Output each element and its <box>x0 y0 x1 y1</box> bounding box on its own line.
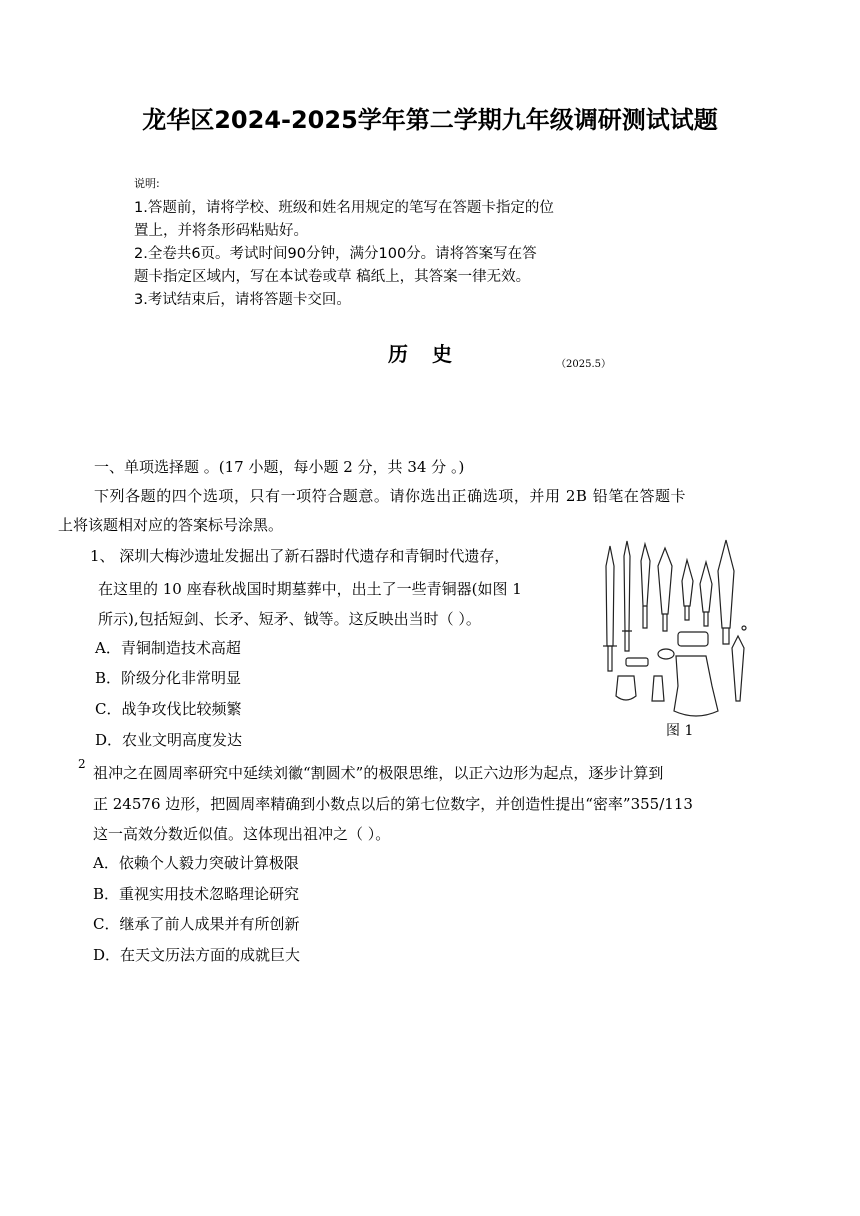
bronze-ornament-icon <box>678 632 708 646</box>
question-1-stem: 所示),包括短剑、长矛、短矛、钺等。这反映出当时（ ）。 <box>98 610 481 628</box>
question-1-stem: 在这里的 10 座春秋战国时期墓葬中，出土了一些青铜器(如图 1 <box>98 580 522 598</box>
bronze-spear-icon <box>700 562 712 612</box>
bronze-sword-icon <box>606 546 614 646</box>
instruction-line: 1.答题前，请将学校、班级和姓名用规定的笔写在答题卡指定的位 <box>134 200 554 216</box>
question-2-option-d: D．在天文历法方面的成就巨大 <box>93 946 301 964</box>
question-2-number: 2 <box>78 757 86 771</box>
bronze-axe-icon <box>616 676 636 700</box>
bronze-artifacts-figure <box>596 536 766 736</box>
exam-title: 龙华区2024-2025学年第二学期九年级调研测试试题 <box>142 106 718 134</box>
instruction-line: 3.考试结束后，请将答题卡交回。 <box>134 292 351 308</box>
question-1-stem: 1、 深圳大梅沙遗址发掘出了新石器时代遗存和青铜时代遗存， <box>90 547 510 565</box>
bronze-spear-icon <box>658 548 672 614</box>
instruction-line: 2.全卷共6页。考试时间90分钟，满分100分。请将答案写在答 <box>134 246 537 262</box>
instruction-line: 题卡指定区域内，写在本试卷或草 稿纸上，其答案一律无效。 <box>134 269 531 285</box>
subject-title: 历史 <box>388 342 476 366</box>
question-1-option-d: D．农业文明高度发达 <box>95 731 243 749</box>
instruction-line: 置上，并将条形码粘贴好。 <box>134 223 308 239</box>
question-2-stem: 这一高效分数近似值。这体现出祖冲之（ ）。 <box>93 825 391 843</box>
instructions-label: 说明: <box>134 177 160 190</box>
bronze-spear-icon <box>718 540 734 628</box>
section-instruction: 上将该题相对应的答案标号涂黑。 <box>58 516 284 534</box>
question-1-option-a: A．青铜制造技术高超 <box>95 639 241 657</box>
section-heading: 一、单项选择题 。(17 小题，每小题 2 分，共 34 分 。) <box>94 458 465 476</box>
question-2-option-a: A．依赖个人毅力突破计算极限 <box>93 854 299 872</box>
question-2-option-b: B．重视实用技术忽略理论研究 <box>93 885 300 903</box>
bronze-axe-icon <box>652 676 664 701</box>
bronze-spear-icon <box>682 560 693 606</box>
bronze-spear-icon <box>732 636 744 701</box>
bronze-axe-icon <box>674 656 718 716</box>
bronze-spear-icon <box>641 544 650 606</box>
instructions-block <box>134 175 554 312</box>
question-2-option-c: C．继承了前人成果并有所创新 <box>93 915 300 933</box>
question-1-option-b: B．阶级分化非常明显 <box>95 669 242 687</box>
exam-date: （2025.5） <box>556 359 611 370</box>
bronze-sword-icon <box>624 541 630 631</box>
question-1-option-c: C．战争攻伐比较频繁 <box>95 700 242 718</box>
question-2-stem: 祖冲之在圆周率研究中延续刘徽“割圆术”的极限思维，以正六边形为起点，逐步计算到 <box>93 764 664 782</box>
question-2-stem: 正 24576 边形，把圆周率精确到小数点以后的第七位数字，并创造性提出“密率”355/113 <box>93 795 693 813</box>
section-instruction: 下列各题的四个选项，只有一项符合题意。请你选出正确选项，并用 2B 铅笔在答题卡 <box>94 487 687 505</box>
figure-caption: 图 1 <box>666 723 694 739</box>
